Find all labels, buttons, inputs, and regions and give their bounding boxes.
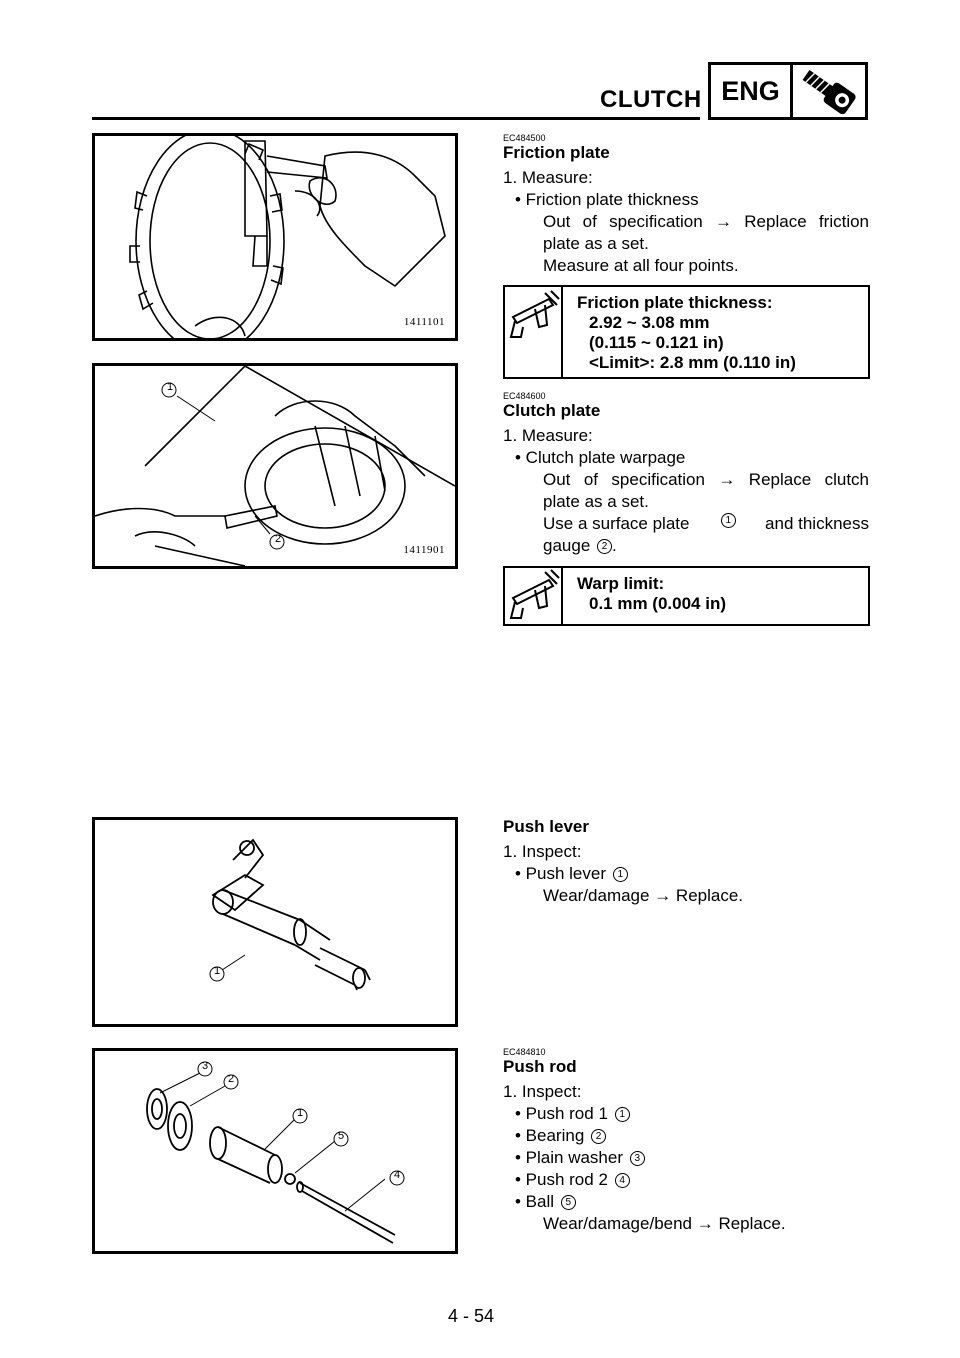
callout-2: 2 [274, 533, 282, 545]
figure-code: 1411101 [403, 316, 445, 328]
bullet-item [503, 1103, 869, 1125]
ref-number: 4 [615, 1173, 630, 1188]
step-text: 1. Inspect: [503, 1082, 582, 1101]
section-heading: Friction plate [503, 143, 610, 162]
bullet-item [503, 1169, 869, 1191]
ref-number: 1 [721, 513, 736, 528]
section-push-lever [503, 817, 869, 907]
body-text: gauge 2 . [543, 536, 617, 555]
text-fragment: • Push rod 2 [515, 1170, 608, 1189]
spec-value: (0.115 ~ 0.121 in) [589, 333, 724, 352]
ref-number: 2 [597, 539, 612, 554]
step-text: 1. Inspect: [503, 842, 582, 861]
section-friction-plate [503, 133, 869, 277]
spec-limit: <Limit>: 2.8 mm (0.110 in) [589, 353, 796, 372]
bullet-item [503, 1125, 869, 1147]
figure-clutch-plate [92, 363, 458, 569]
spec-value: 0.1 mm (0.004 in) [589, 594, 727, 613]
bullet-item: • Clutch plate warpage [515, 448, 686, 467]
figure-push-lever [92, 817, 458, 1027]
body-text: Out of specification → Replace friction [543, 212, 869, 231]
callout-5: 5 [337, 1130, 345, 1142]
spec-box-warp [503, 566, 870, 626]
section-code: EC484600 [503, 391, 546, 401]
text-fragment: • Plain washer [515, 1148, 624, 1167]
push-lever-illustration [95, 820, 455, 1024]
callout-1: 1 [166, 381, 174, 393]
text-fragment: gauge [543, 536, 591, 555]
ref-number: 3 [630, 1151, 645, 1166]
eng-tab [708, 62, 868, 120]
bullet-item: • Friction plate thickness [515, 190, 699, 209]
figure-code: 1411901 [403, 544, 445, 556]
figure-push-rod [92, 1048, 458, 1254]
section-title: CLUTCH [600, 86, 702, 113]
callout-1: 1 [213, 965, 221, 977]
body-text: plate as a set. [543, 234, 649, 253]
body-text [503, 513, 869, 535]
spec-label: Warp limit: [577, 574, 665, 593]
text-fragment: • Bearing [515, 1126, 585, 1145]
body-text: plate as a set. [543, 492, 649, 511]
section-heading: Push lever [503, 817, 589, 836]
ref-number: 1 [613, 867, 628, 882]
body-text: Out of specification → Replace clutch [543, 470, 869, 489]
section-heading: Push rod [503, 1057, 577, 1076]
text-fragment: • Push lever [515, 864, 606, 883]
spec-label: Friction plate thickness: [577, 293, 773, 312]
text-fragment: Use a surface plate [543, 514, 690, 533]
spec-box-friction [503, 285, 870, 379]
spec-value: 2.92 ~ 3.08 mm [589, 313, 710, 332]
bullet-item [503, 1147, 869, 1169]
body-text: Wear/damage → Replace. [543, 886, 744, 905]
text-fragment: and thickness [765, 514, 869, 533]
text-fragment: • Ball [515, 1192, 555, 1211]
section-clutch-plate [503, 391, 869, 557]
text-fragment: • Push rod 1 [515, 1104, 608, 1123]
push-rod-illustration [95, 1051, 455, 1251]
body-text: Wear/damage/bend → Replace. [543, 1214, 786, 1233]
step-text: 1. Measure: [503, 426, 593, 445]
header-rule [92, 117, 700, 120]
section-heading: Clutch plate [503, 401, 601, 420]
section-code: EC484810 [503, 1047, 546, 1057]
step-text: 1. Measure: [503, 168, 593, 187]
figure-friction-plate [92, 133, 458, 341]
engine-bolt-icon [793, 65, 865, 117]
friction-plate-illustration [95, 136, 455, 338]
callout-2: 2 [227, 1073, 235, 1085]
ref-number: 5 [561, 1195, 576, 1210]
section-push-rod [503, 1047, 869, 1235]
callout-1: 1 [296, 1107, 304, 1119]
caliper-icon [505, 568, 563, 624]
bullet-item [503, 1191, 869, 1213]
ref-number: 2 [591, 1129, 606, 1144]
callout-4: 4 [393, 1169, 401, 1181]
section-code: EC484500 [503, 133, 546, 143]
ref-number: 1 [615, 1107, 630, 1122]
caliper-icon [505, 287, 563, 377]
callout-3: 3 [201, 1060, 209, 1072]
body-text: Measure at all four points. [543, 256, 739, 275]
bullet-item [503, 863, 869, 885]
page-number: 4 - 54 [448, 1306, 495, 1326]
eng-tab-label: ENG [711, 65, 793, 117]
